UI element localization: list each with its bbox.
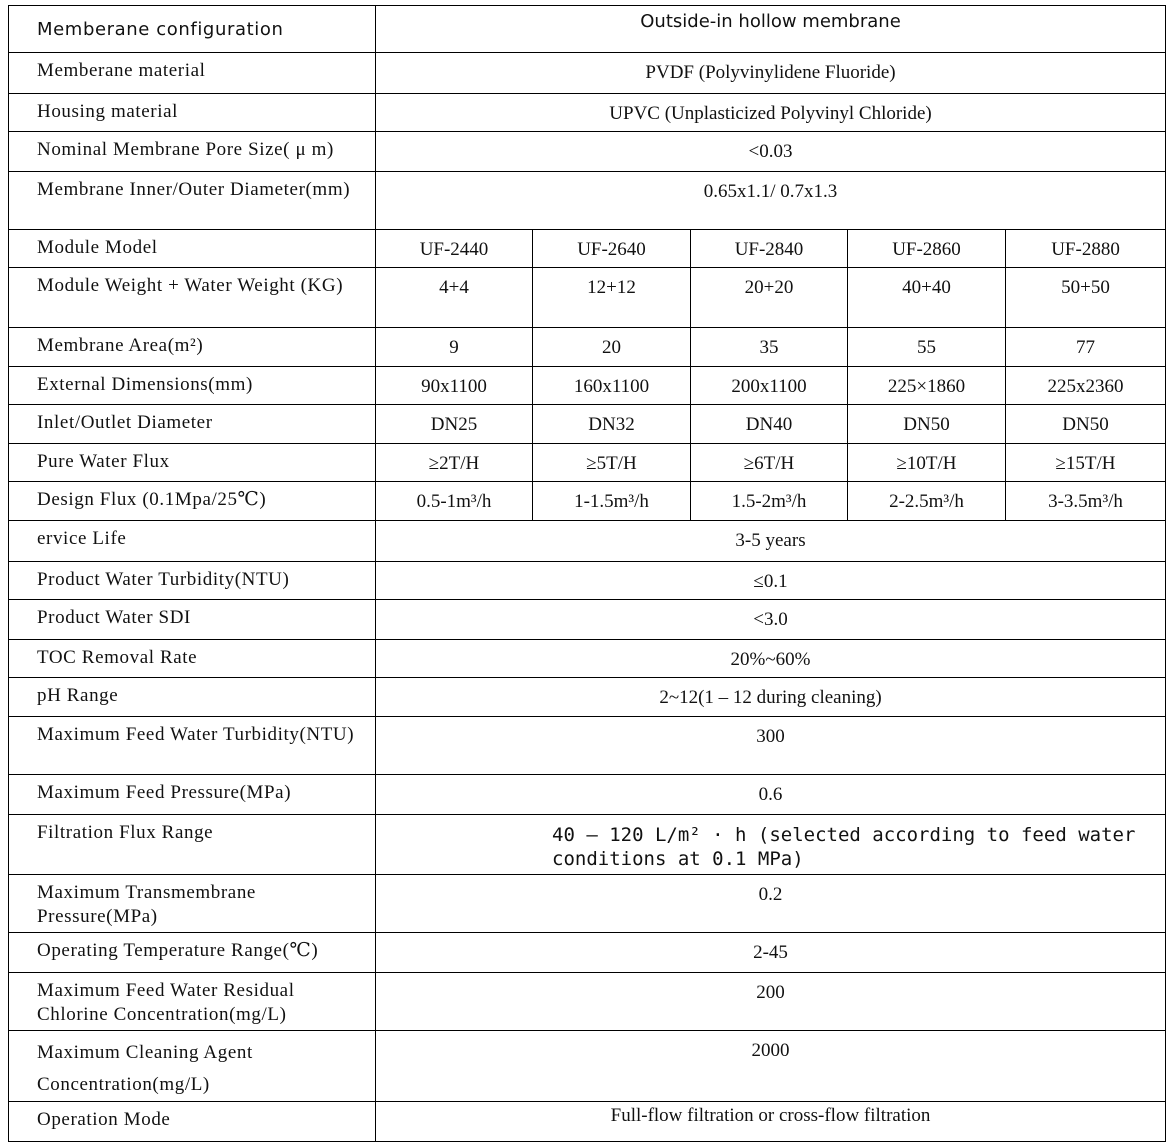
table-row — [9, 875, 1166, 933]
row-label: Inlet/Outlet Diameter — [9, 405, 376, 444]
cell-value: 12+12 — [533, 268, 691, 328]
specification-table — [8, 5, 1166, 1142]
row-label: Maximum Transmembrane Pressure(MPa) — [9, 875, 376, 933]
row-label: Operating Temperature Range(℃) — [9, 933, 376, 973]
row-value: <3.0 — [376, 600, 1166, 640]
table-row — [9, 444, 1166, 482]
cell-value: 20 — [533, 328, 691, 367]
cell-value: 0.5-1m³/h — [376, 482, 533, 521]
row-label: ervice Life — [9, 521, 376, 562]
row-label: Module Model — [9, 230, 376, 268]
row-value: <0.03 — [376, 132, 1166, 172]
table-row — [9, 6, 1166, 53]
row-value: 0.6 — [376, 775, 1166, 815]
cell-value: ≥15T/H — [1006, 444, 1166, 482]
row-label: Housing material — [9, 94, 376, 132]
cell-value: 4+4 — [376, 268, 533, 328]
cell-value: 160x1100 — [533, 367, 691, 405]
row-label: Memberane configuration — [9, 6, 376, 53]
row-label: Maximum Feed Pressure(MPa) — [9, 775, 376, 815]
table-row — [9, 973, 1166, 1031]
row-label: Product Water SDI — [9, 600, 376, 640]
table-row — [9, 933, 1166, 973]
table-row — [9, 482, 1166, 521]
row-label: Module Weight + Water Weight (KG) — [9, 268, 376, 328]
row-value: UPVC (Unplasticized Polyvinyl Chloride) — [376, 94, 1166, 132]
cell-value: 200x1100 — [691, 367, 848, 405]
cell-value: 20+20 — [691, 268, 848, 328]
row-value: PVDF (Polyvinylidene Fluoride) — [376, 53, 1166, 94]
cell-value: DN50 — [848, 405, 1006, 444]
row-label: Pure Water Flux — [9, 444, 376, 482]
cell-value: UF-2640 — [533, 230, 691, 268]
cell-value: 77 — [1006, 328, 1166, 367]
row-value: ≤0.1 — [376, 562, 1166, 600]
row-value: 3-5 years — [376, 521, 1166, 562]
cell-value: 3-3.5m³/h — [1006, 482, 1166, 521]
cell-value: 35 — [691, 328, 848, 367]
row-value: 2~12(1 – 12 during cleaning) — [376, 678, 1166, 717]
row-label: Maximum Feed Water Turbidity(NTU) — [9, 717, 376, 775]
cell-value: 55 — [848, 328, 1006, 367]
row-label: Product Water Turbidity(NTU) — [9, 562, 376, 600]
row-value: 2-45 — [376, 933, 1166, 973]
row-value: 0.2 — [376, 875, 1166, 933]
row-value: 2000 — [376, 1031, 1166, 1102]
table-row — [9, 230, 1166, 268]
row-label: External Dimensions(mm) — [9, 367, 376, 405]
row-label: pH Range — [9, 678, 376, 717]
table-row — [9, 268, 1166, 328]
table-row — [9, 562, 1166, 600]
cell-value: 40+40 — [848, 268, 1006, 328]
row-label: Nominal Membrane Pore Size( μ m) — [9, 132, 376, 172]
cell-value: DN32 — [533, 405, 691, 444]
table-row — [9, 678, 1166, 717]
row-value: 40 – 120 L/m² · h (selected according to feed water conditions at 0.1 MPa) — [376, 815, 1166, 875]
row-label: TOC Removal Rate — [9, 640, 376, 678]
table-row — [9, 53, 1166, 94]
table-row — [9, 600, 1166, 640]
row-value: 300 — [376, 717, 1166, 775]
table-row — [9, 815, 1166, 875]
row-label: Membrane Inner/Outer Diameter(mm) — [9, 172, 376, 230]
table-row — [9, 94, 1166, 132]
cell-value: DN40 — [691, 405, 848, 444]
table-row — [9, 172, 1166, 230]
cell-value: 9 — [376, 328, 533, 367]
cell-value: ≥2T/H — [376, 444, 533, 482]
table-row — [9, 367, 1166, 405]
row-value: 20%~60% — [376, 640, 1166, 678]
cell-value: ≥5T/H — [533, 444, 691, 482]
cell-value: DN25 — [376, 405, 533, 444]
cell-value: UF-2860 — [848, 230, 1006, 268]
table-row — [9, 132, 1166, 172]
table-row — [9, 405, 1166, 444]
cell-value: ≥10T/H — [848, 444, 1006, 482]
cell-value: UF-2880 — [1006, 230, 1166, 268]
row-value: 0.65x1.1/ 0.7x1.3 — [376, 172, 1166, 230]
row-value: Full-flow filtration or cross-flow filtration — [376, 1102, 1166, 1142]
cell-value: 1.5-2m³/h — [691, 482, 848, 521]
row-label: Operation Mode — [9, 1102, 376, 1142]
table-row — [9, 775, 1166, 815]
cell-value: DN50 — [1006, 405, 1166, 444]
row-label: Design Flux (0.1Mpa/25℃) — [9, 482, 376, 521]
table-row — [9, 521, 1166, 562]
cell-value: 225x2360 — [1006, 367, 1166, 405]
cell-value: 2-2.5m³/h — [848, 482, 1006, 521]
cell-value: ≥6T/H — [691, 444, 848, 482]
cell-value: 90x1100 — [376, 367, 533, 405]
table-row — [9, 1031, 1166, 1102]
table-row — [9, 328, 1166, 367]
row-label: Membrane Area(m²) — [9, 328, 376, 367]
row-value: Outside-in hollow membrane — [376, 6, 1166, 53]
cell-value: 50+50 — [1006, 268, 1166, 328]
row-label: Maximum Feed Water Residual Chlorine Concentration(mg/L) — [9, 973, 376, 1031]
cell-value: UF-2440 — [376, 230, 533, 268]
row-label: Filtration Flux Range — [9, 815, 376, 875]
table-row — [9, 717, 1166, 775]
row-label: Memberane material — [9, 53, 376, 94]
cell-value: 225×1860 — [848, 367, 1006, 405]
cell-value: 1-1.5m³/h — [533, 482, 691, 521]
cell-value: UF-2840 — [691, 230, 848, 268]
row-value: 200 — [376, 973, 1166, 1031]
row-label: Maximum Cleaning Agent Concentration(mg/L) — [9, 1031, 376, 1102]
table-row — [9, 1102, 1166, 1142]
table-row — [9, 640, 1166, 678]
